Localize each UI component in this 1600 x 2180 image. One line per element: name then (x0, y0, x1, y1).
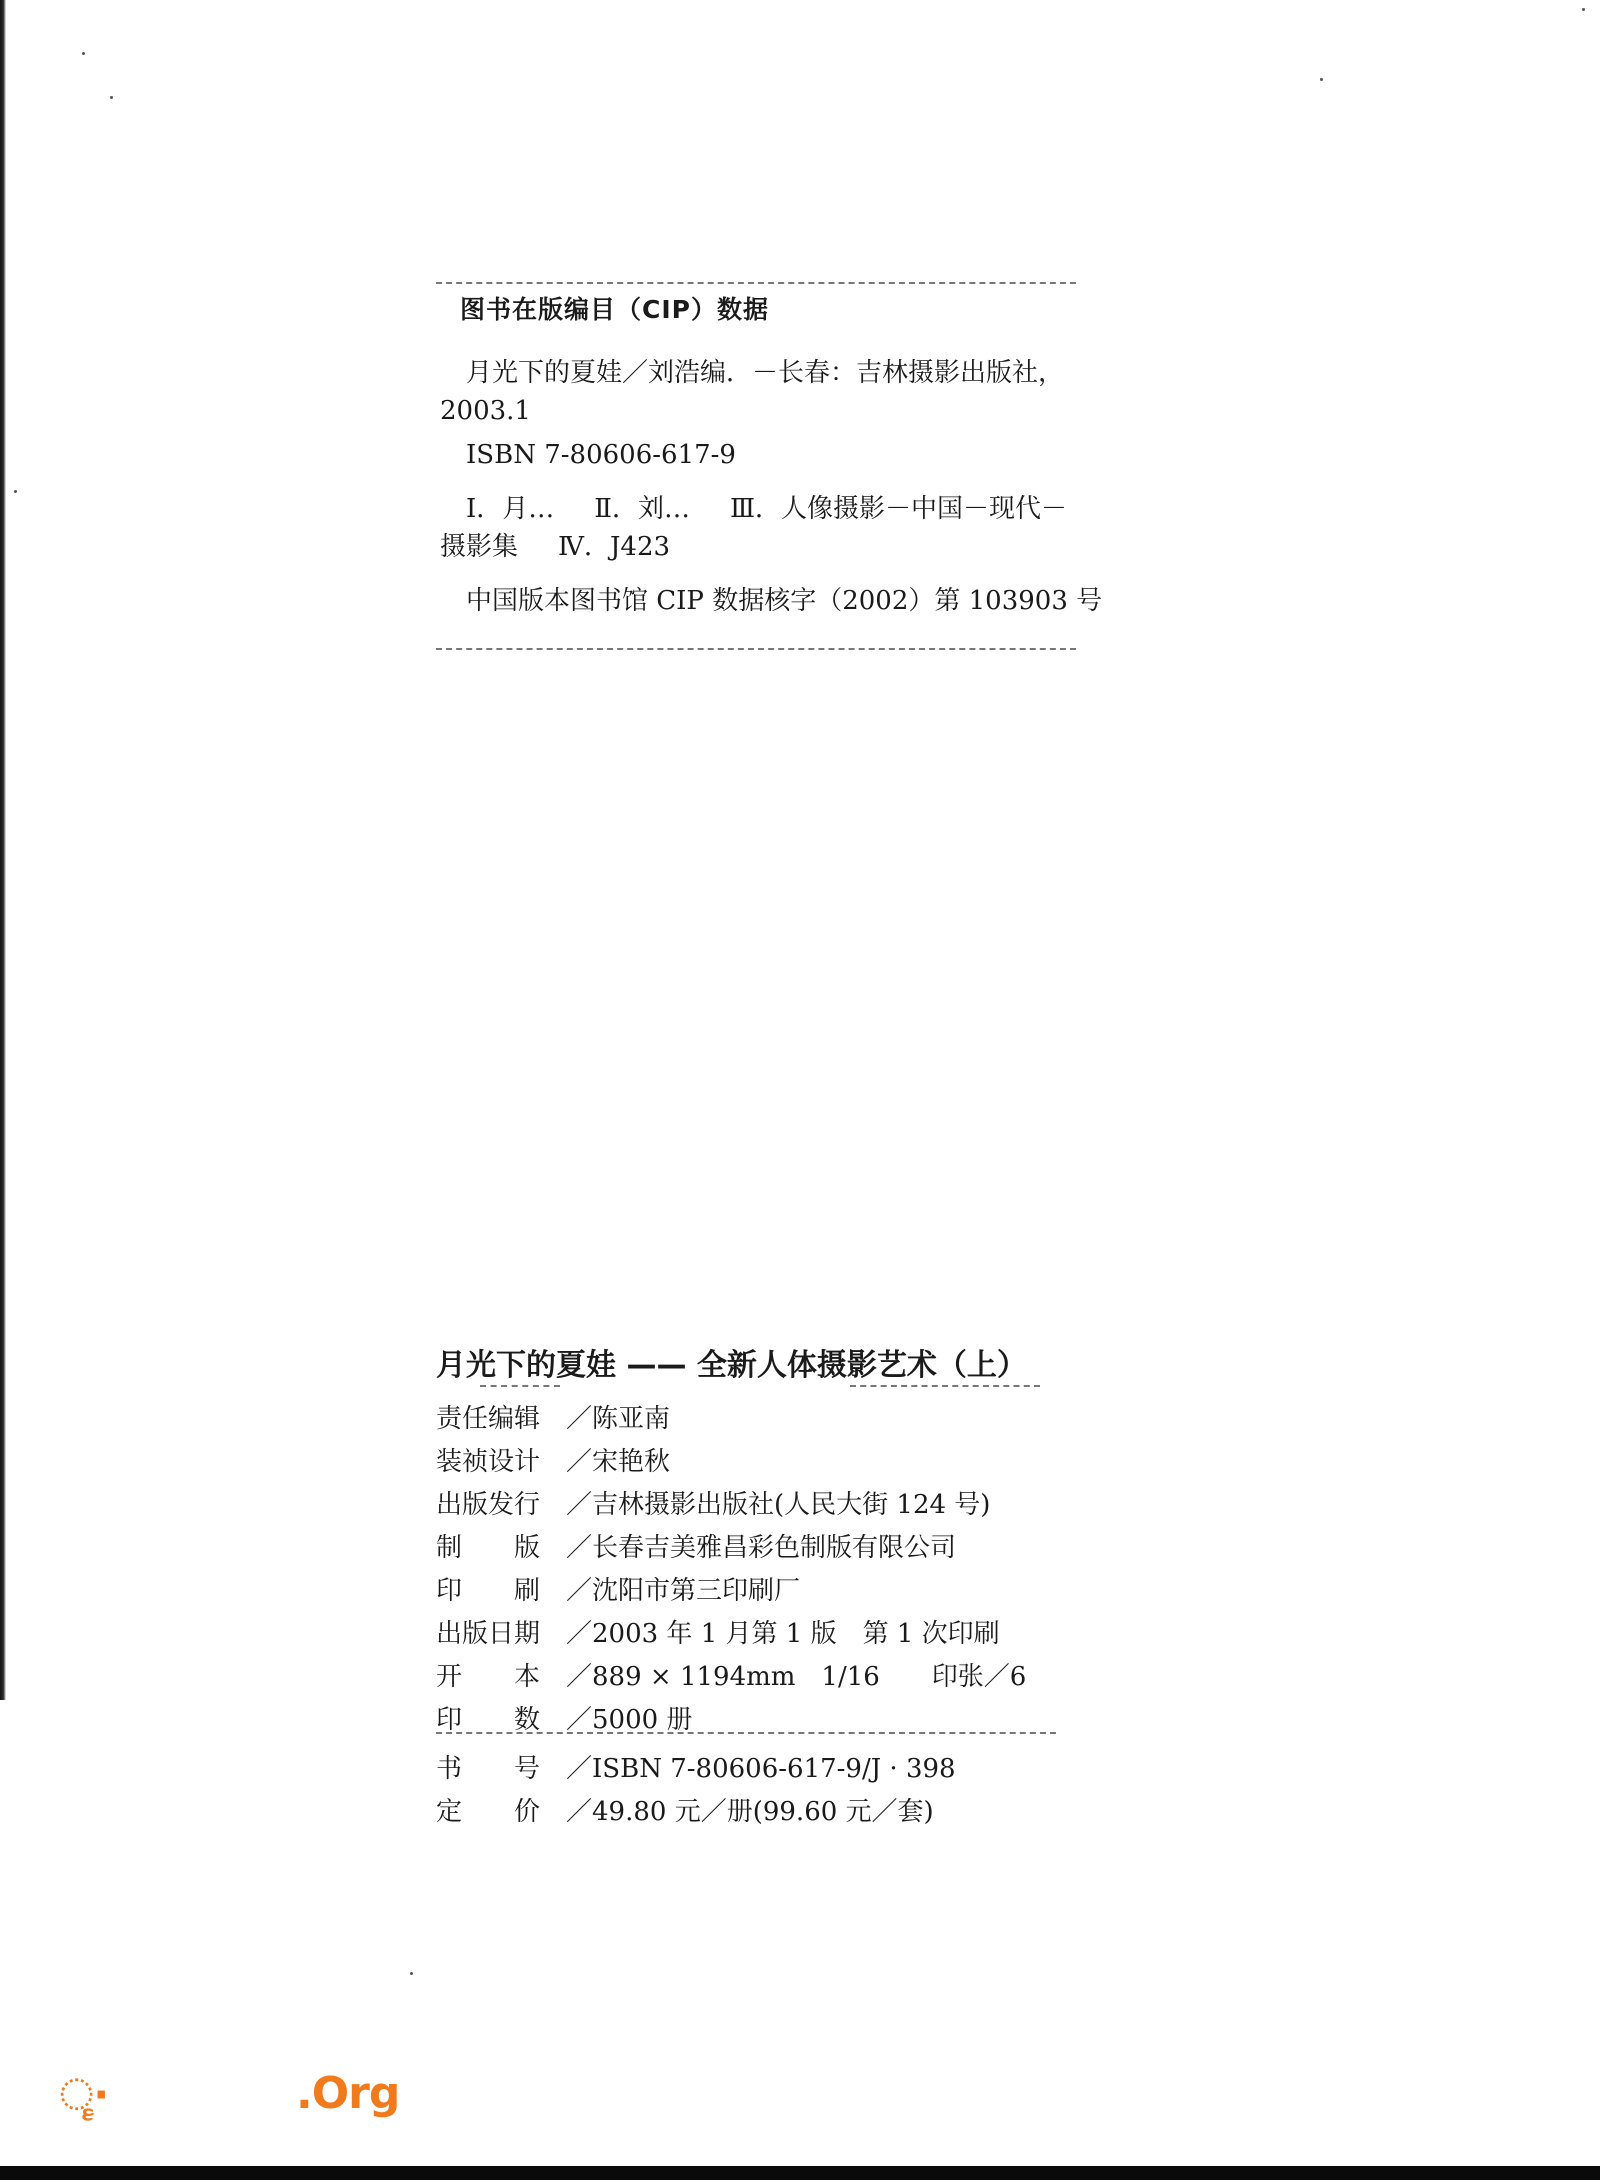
imprint-label: 出版日期 (436, 1619, 541, 1649)
cip-class-line2a: 摄影集 (440, 532, 519, 562)
imprint-value: ／5000 册 (566, 1705, 693, 1735)
imprint-value: ／2003 年 1 月第 1 版 第 1 次印刷 (566, 1619, 1000, 1649)
imprint-label: 装祯设计 (436, 1447, 541, 1477)
cip-entry-line2: 2003.1 (440, 396, 531, 426)
imprint-label: 书 号 (436, 1754, 541, 1784)
cip-top-rule (436, 282, 1076, 284)
cip-isbn: ISBN 7-80606-617-9 (466, 440, 736, 470)
scan-speck (82, 52, 85, 55)
imprint-row (436, 1441, 1076, 1484)
scan-speck (14, 490, 17, 493)
imprint-value: ／吉林摄影出版社(人民大街 124 号) (566, 1490, 991, 1520)
cip-bottom-rule (436, 648, 1076, 650)
scan-edge-bottom (0, 2166, 1600, 2180)
imprint-value: ／889 × 1194mm 1/16 印张／6 (566, 1662, 1027, 1692)
imprint-row (436, 1748, 1076, 1791)
imprint-row (436, 1398, 1076, 1441)
imprint-row (436, 1527, 1076, 1570)
cip-classification (440, 490, 1080, 528)
imprint-value: ／ISBN 7-80606-617-9/J · 398 (566, 1754, 956, 1784)
imprint-row (436, 1570, 1076, 1613)
imprint-row (436, 1613, 1076, 1656)
imprint-row (436, 1791, 1076, 1834)
scan-speck (110, 96, 113, 99)
scan-speck (1582, 8, 1585, 11)
cip-heading: 图书在版编目（CIP）数据 (460, 295, 769, 324)
imprint-value: ／宋艳秋 (566, 1447, 671, 1477)
imprint-row (436, 1484, 1076, 1527)
imprint-row (436, 1699, 1076, 1742)
imprint-label: 出版发行 (436, 1490, 541, 1520)
imprint-value: ／沈阳市第三印刷厂 (566, 1576, 801, 1606)
watermark-text: .Org (296, 2068, 400, 2119)
cip-classification-line2 (440, 528, 1080, 566)
imprint-label: 责任编辑 (436, 1404, 541, 1434)
watermark (60, 2060, 400, 2120)
imprint-title: 月光下的夏娃 —— 全新人体摄影艺术（上） (436, 1348, 1027, 1383)
imprint-value: ／陈亚南 (566, 1404, 671, 1434)
imprint-label: 开 本 (436, 1662, 541, 1692)
imprint-row (436, 1656, 1076, 1699)
imprint-label: 印 刷 (436, 1576, 541, 1606)
scan-edge-left (0, 0, 6, 1700)
cip-approval: 中国版本图书馆 CIP 数据核字（2002）第 103903 号 (466, 586, 1103, 616)
imprint-label: 定 价 (436, 1797, 541, 1827)
cip-class-2: Ⅱ．刘… (594, 494, 690, 524)
imprint-label: 印 数 (436, 1705, 541, 1735)
cip-class-line2b: Ⅳ．J423 (558, 532, 671, 562)
cip-block (440, 290, 1103, 620)
imprint-value: ／49.80 元／册(99.60 元／套) (566, 1797, 934, 1827)
watermark-mark: ૄ· (60, 2070, 110, 2119)
cip-class-1: Ⅰ．月… (466, 494, 555, 524)
imprint-block (436, 1340, 1076, 1834)
cip-class-3: Ⅲ．人像摄影－中国－现代－ (729, 494, 1068, 524)
imprint-value: ／长春吉美雅昌彩色制版有限公司 (566, 1533, 957, 1563)
scan-speck (1320, 78, 1323, 81)
scan-speck (410, 1972, 413, 1975)
imprint-label: 制 版 (436, 1533, 541, 1563)
cip-entry-line1: 月光下的夏娃／刘浩编．－长春：吉林摄影出版社， (466, 358, 1065, 388)
